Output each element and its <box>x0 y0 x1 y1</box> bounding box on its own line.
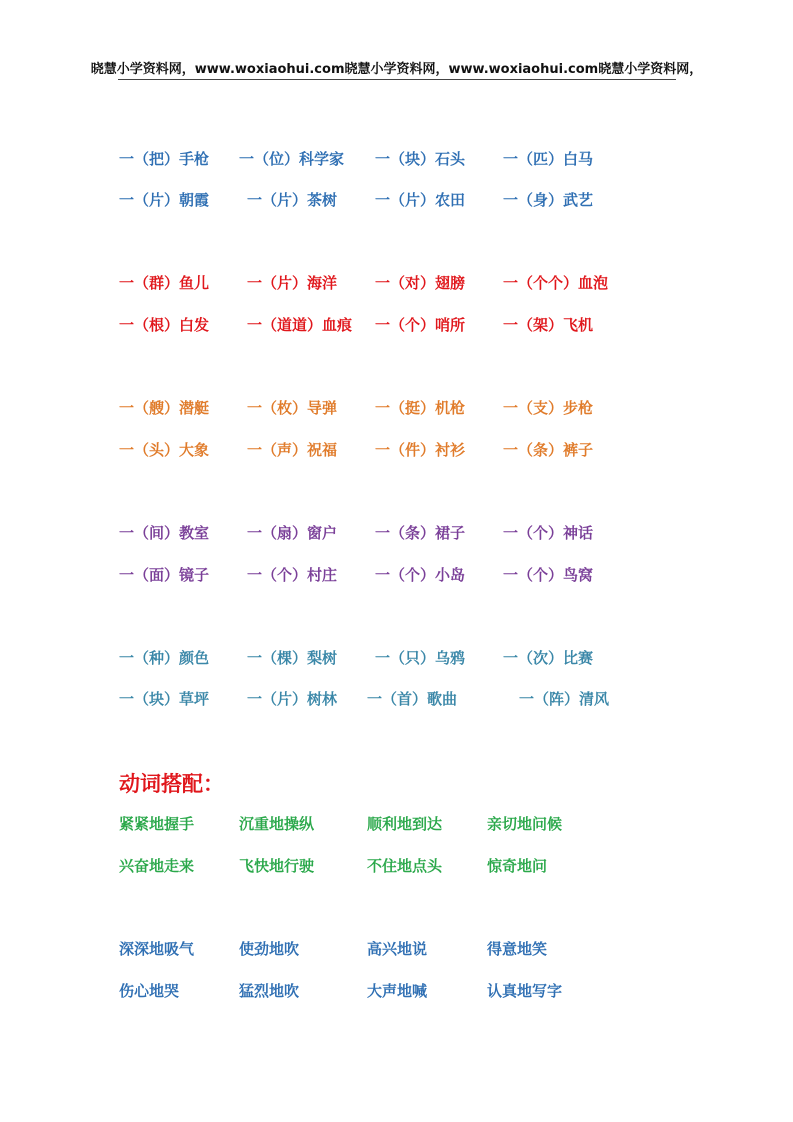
verb-phrase: 兴奋地走来 <box>119 857 195 875</box>
measure-phrase: 一（条）裤子 <box>503 441 594 459</box>
measure-phrase: 一（面）镜子 <box>119 566 210 584</box>
measure-phrase: 一（片）农田 <box>375 191 466 209</box>
verb-row <box>0 979 793 1003</box>
verb-row <box>0 937 793 961</box>
header-divider <box>118 79 676 80</box>
verb-phrase: 伤心地哭 <box>119 982 180 1000</box>
measure-row <box>0 271 793 295</box>
measure-phrase: 一（次）比赛 <box>503 649 594 667</box>
measure-phrase: 一（片）茶树 <box>247 191 338 209</box>
measure-phrase: 一（根）白发 <box>119 316 210 334</box>
verb-phrase: 紧紧地握手 <box>119 815 195 833</box>
measure-row <box>0 646 793 670</box>
verb-row <box>0 812 793 836</box>
verb-phrase: 高兴地说 <box>367 940 428 958</box>
measure-phrase: 一（道道）血痕 <box>247 316 353 334</box>
measure-row <box>0 396 793 420</box>
measure-phrase: 一（条）裙子 <box>375 524 466 542</box>
verb-phrase: 惊奇地问 <box>487 857 548 875</box>
measure-phrase: 一（首）歌曲 <box>367 690 458 708</box>
measure-phrase: 一（群）鱼儿 <box>119 274 210 292</box>
verb-phrase: 顺利地到达 <box>367 815 443 833</box>
measure-phrase: 一（挺）机枪 <box>375 399 466 417</box>
measure-row <box>0 687 793 711</box>
measure-phrase: 一（个）鸟窝 <box>503 566 594 584</box>
measure-phrase: 一（棵）梨树 <box>247 649 338 667</box>
measure-phrase: 一（匹）白马 <box>503 150 594 168</box>
measure-phrase: 一（间）教室 <box>119 524 210 542</box>
measure-row <box>0 188 793 212</box>
measure-phrase: 一（个个）血泡 <box>503 274 609 292</box>
measure-phrase: 一（头）大象 <box>119 441 210 459</box>
verb-phrase: 猛烈地吹 <box>239 982 300 1000</box>
page-header <box>0 58 793 77</box>
measure-phrase: 一（片）朝霞 <box>119 191 210 209</box>
measure-phrase: 一（把）手枪 <box>119 150 210 168</box>
verb-phrase: 使劲地吹 <box>239 940 300 958</box>
verb-phrase: 不住地点头 <box>367 857 443 875</box>
measure-phrase: 一（枚）导弹 <box>247 399 338 417</box>
verb-section-title: 动词搭配： <box>119 772 224 796</box>
verb-phrase: 亲切地问候 <box>487 815 563 833</box>
measure-row <box>0 521 793 545</box>
measure-row <box>0 313 793 337</box>
verb-phrase: 飞快地行驶 <box>239 857 315 875</box>
verb-phrase: 深深地吸气 <box>119 940 195 958</box>
measure-row <box>0 147 793 171</box>
measure-phrase: 一（艘）潜艇 <box>119 399 210 417</box>
measure-row <box>0 438 793 462</box>
measure-phrase: 一（片）树林 <box>247 690 338 708</box>
header-watermark-text: 晓慧小学资料网，www.woxiaohui.com晓慧小学资料网，www.woxiaohui.com晓慧小学资料网， <box>90 62 703 77</box>
verb-row <box>0 854 793 878</box>
verb-phrase: 得意地笑 <box>487 940 548 958</box>
measure-phrase: 一（身）武艺 <box>503 191 594 209</box>
measure-phrase: 一（个）神话 <box>503 524 594 542</box>
measure-phrase: 一（架）飞机 <box>503 316 594 334</box>
verb-phrase: 大声地喊 <box>367 982 428 1000</box>
measure-phrase: 一（只）乌鸦 <box>375 649 466 667</box>
measure-phrase: 一（声）祝福 <box>247 441 338 459</box>
measure-phrase: 一（个）小岛 <box>375 566 466 584</box>
measure-phrase: 一（块）石头 <box>375 150 466 168</box>
measure-phrase: 一（支）步枪 <box>503 399 594 417</box>
measure-phrase: 一（对）翅膀 <box>375 274 466 292</box>
measure-phrase: 一（片）海洋 <box>247 274 338 292</box>
verb-phrase: 沉重地操纵 <box>239 815 315 833</box>
measure-phrase: 一（位）科学家 <box>239 150 345 168</box>
measure-phrase: 一（个）村庄 <box>247 566 338 584</box>
measure-phrase: 一（件）衬衫 <box>375 441 466 459</box>
measure-phrase: 一（阵）清风 <box>519 690 610 708</box>
measure-phrase: 一（种）颜色 <box>119 649 210 667</box>
measure-phrase: 一（扇）窗户 <box>247 524 338 542</box>
measure-phrase: 一（个）哨所 <box>375 316 466 334</box>
measure-phrase: 一（块）草坪 <box>119 690 210 708</box>
measure-row <box>0 563 793 587</box>
verb-phrase: 认真地写字 <box>487 982 563 1000</box>
